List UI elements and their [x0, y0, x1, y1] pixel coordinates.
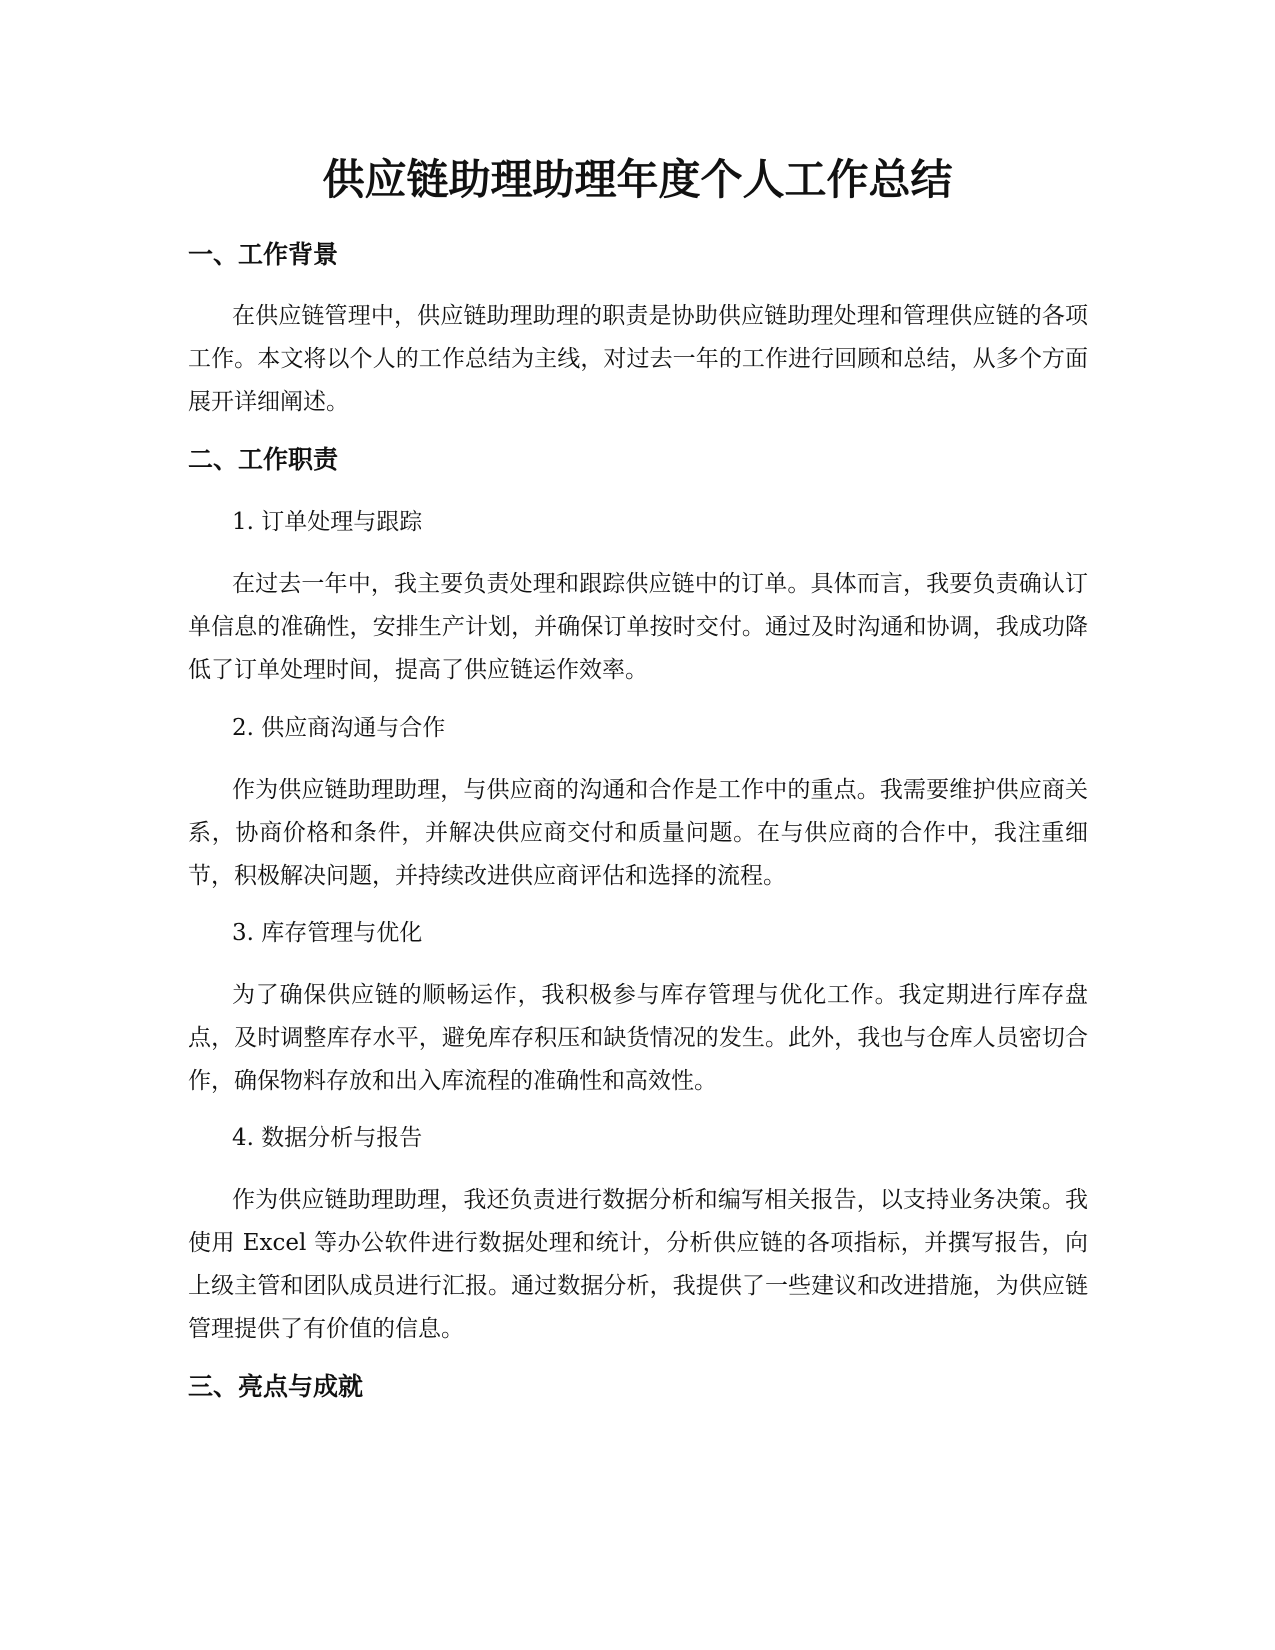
paragraph-data: 作为供应链助理助理，我还负责进行数据分析和编写相关报告，以支持业务决策。我使用 Excel 等办公软件进行数据处理和统计，分析供应链的各项指标，并撰写报告，向上级主管和团队成员进行汇报。通过数据分析，我提供了一些建议和改进措施，为供应链管理提供了有价值的信息。	[188, 1187, 1088, 1342]
section-heading-duties: 二、工作职责	[188, 445, 339, 474]
item-label-data: 4. 数据分析与报告	[232, 1125, 423, 1151]
paragraph-supplier: 作为供应链助理助理，与供应商的沟通和合作是工作中的重点。我需要维护供应商关系，协商价格和条件，并解决供应商交付和质量问题。在与供应商的合作中，我注重细节，积极解决问题，并持续改进供应商评估和选择的流程。	[188, 777, 1088, 889]
section-heading-background: 一、工作背景	[188, 240, 339, 269]
item-label-supplier: 2. 供应商沟通与合作	[232, 715, 446, 741]
paragraph-order: 在过去一年中，我主要负责处理和跟踪供应链中的订单。具体而言，我要负责确认订单信息的准确性，安排生产计划，并确保订单按时交付。通过及时沟通和协调，我成功降低了订单处理时间，提高了供应链运作效率。	[188, 571, 1088, 683]
item-label-order: 1. 订单处理与跟踪	[232, 509, 423, 535]
item-label-inventory: 3. 库存管理与优化	[232, 920, 423, 946]
section-heading-achievements: 三、亮点与成就	[188, 1372, 364, 1401]
paragraph-inventory: 为了确保供应链的顺畅运作，我积极参与库存管理与优化工作。我定期进行库存盘点，及时调整库存水平，避免库存积压和缺货情况的发生。此外，我也与仓库人员密切合作，确保物料存放和出入库流程的准确性和高效性。	[188, 982, 1088, 1094]
document-title: 供应链助理助理年度个人工作总结	[322, 155, 953, 204]
paragraph-background: 在供应链管理中，供应链助理助理的职责是协助供应链助理处理和管理供应链的各项工作。本文将以个人的工作总结为主线，对过去一年的工作进行回顾和总结，从多个方面展开详细阐述。	[188, 303, 1088, 415]
